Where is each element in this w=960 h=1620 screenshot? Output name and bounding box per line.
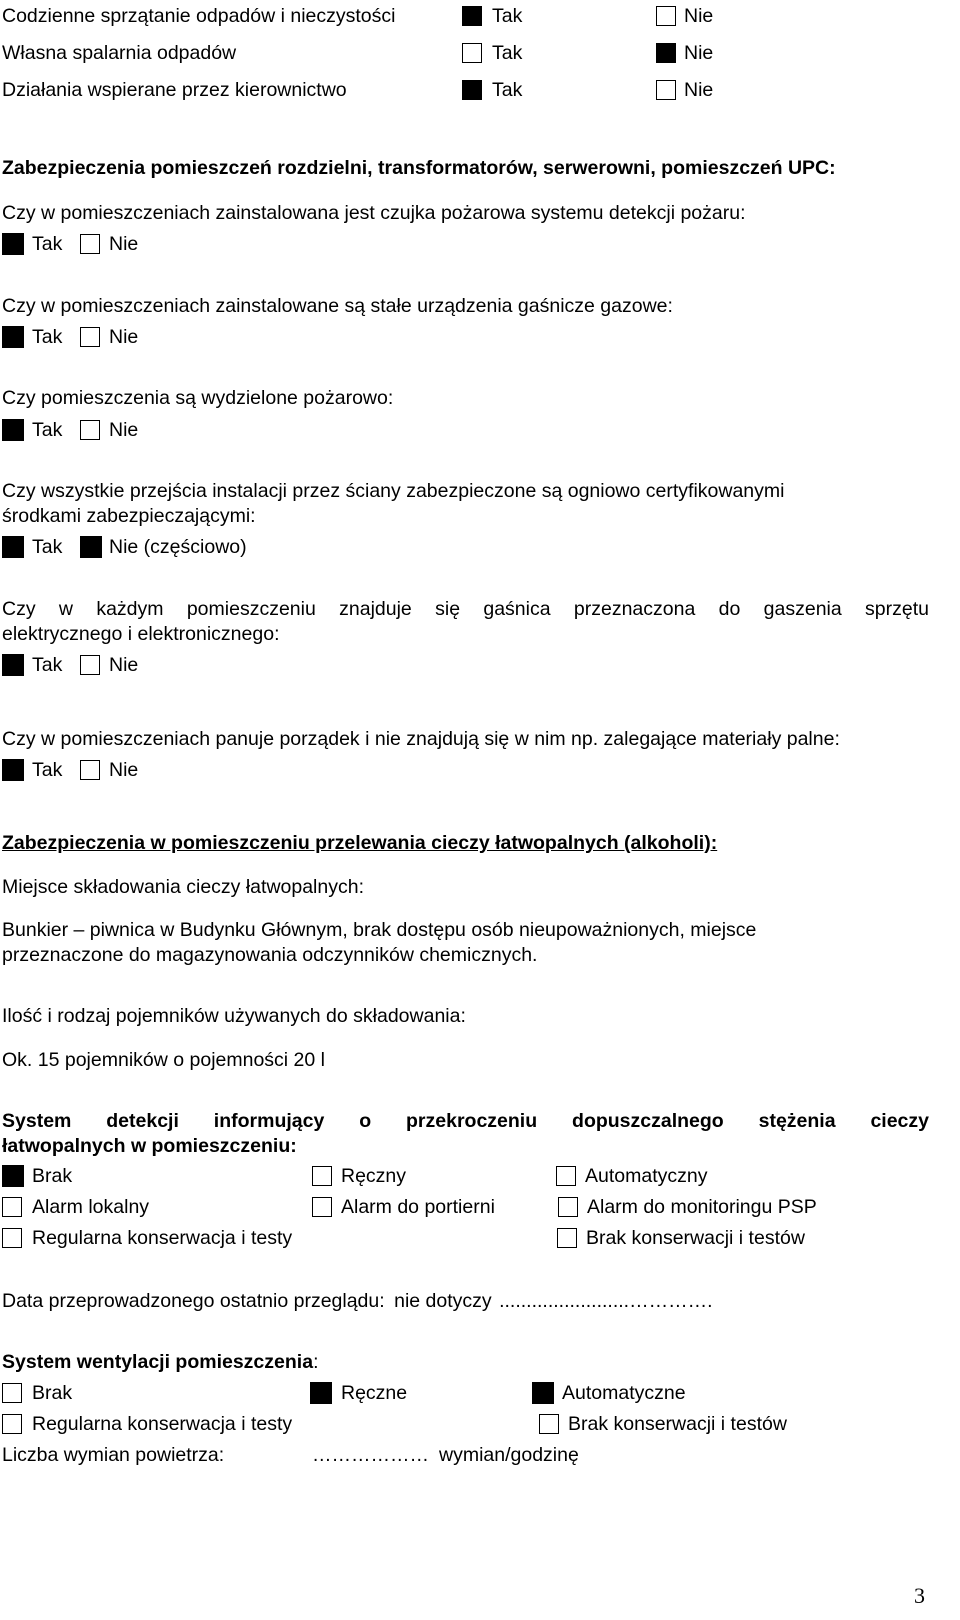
option-no-label: Nie — [109, 759, 139, 781]
checkbox-yes[interactable] — [2, 759, 24, 781]
row-label: Działania wspierane przez kierownictwo — [2, 79, 347, 101]
option-yes-label: Tak — [32, 654, 63, 676]
option-no-label: Nie — [109, 233, 139, 255]
checkbox-brak-konserwacji[interactable] — [539, 1414, 559, 1434]
option-no-label: Nie — [684, 42, 714, 64]
option-label: Ręczny — [341, 1165, 407, 1187]
checkbox-yes[interactable] — [462, 80, 482, 100]
checkbox-yes[interactable] — [2, 419, 24, 441]
option-no-label: Nie — [109, 654, 139, 676]
option-no-label: Nie — [109, 419, 139, 441]
option-label: Brak konserwacji i testów — [586, 1227, 805, 1249]
detection-title: System detekcji informujący o przekroczeniu dopuszczalnego stężenia cieczy — [2, 1110, 929, 1132]
inspection-line — [2, 1289, 713, 1313]
checkbox-automatyczne[interactable] — [532, 1382, 554, 1404]
option-yes-label: Tak — [32, 233, 63, 255]
checkbox-brak-konserwacji[interactable] — [557, 1228, 577, 1248]
checkbox-no[interactable] — [80, 234, 100, 254]
containers-value: Ok. 15 pojemników o pojemności 20 l — [2, 1049, 325, 1071]
ventilation-title-text: System wentylacji pomieszczenia — [2, 1351, 314, 1373]
question-text: Czy w pomieszczeniach zainstalowana jest czujka pożarowa systemu detekcji pożaru: — [2, 202, 746, 224]
checkbox-reczny[interactable] — [312, 1166, 332, 1186]
checkbox-brak[interactable] — [2, 1383, 22, 1403]
question-text: środkami zabezpieczającymi: — [2, 505, 256, 527]
checkbox-no[interactable] — [80, 327, 100, 347]
option-label: Alarm lokalny — [32, 1196, 150, 1218]
inspection-value: nie dotyczy — [394, 1290, 492, 1312]
option-label: Regularna konserwacja i testy — [32, 1413, 293, 1435]
checkbox-yes[interactable] — [2, 654, 24, 676]
storage-text: przeznaczone do magazynowania odczynników chemicznych. — [2, 944, 538, 966]
question-text: Czy w każdym pomieszczeniu znajduje się gaśnica przeznaczona do gaszenia sprzętu — [2, 598, 929, 620]
option-no-label: Nie — [684, 5, 714, 27]
containers-label: Ilość i rodzaj pojemników używanych do składowania: — [2, 1005, 466, 1027]
row-label: Codzienne sprzątanie odpadów i nieczystości — [2, 5, 396, 27]
option-yes-label: Tak — [492, 79, 523, 101]
checkbox-yes[interactable] — [462, 6, 482, 26]
ventilation-title-colon: : — [313, 1351, 319, 1373]
option-yes-label: Tak — [32, 326, 63, 348]
checkbox-no[interactable] — [656, 6, 676, 26]
option-label: Alarm do portierni — [341, 1196, 495, 1218]
option-label: Regularna konserwacja i testy — [32, 1227, 293, 1249]
question-text: Czy wszystkie przejścia instalacji przez ściany zabezpieczone są ogniowo certyfikowanymi — [2, 480, 785, 502]
option-label: Automatyczny — [585, 1165, 708, 1187]
exchange-unit: wymian/godzinę — [439, 1444, 579, 1466]
checkbox-brak[interactable] — [2, 1165, 24, 1187]
detection-title: łatwopalnych w pomieszczeniu: — [2, 1135, 297, 1157]
question-text: Czy pomieszczenia są wydzielone pożarowo: — [2, 387, 394, 409]
checkbox-no[interactable] — [80, 760, 100, 780]
checkbox-yes[interactable] — [2, 536, 24, 558]
question-text: Czy w pomieszczeniach panuje porządek i nie znajdują się w nim np. zalegające materiały palne: — [2, 728, 840, 750]
ventilation-title — [2, 1350, 318, 1374]
checkbox-no[interactable] — [80, 420, 100, 440]
question-text: elektrycznego i elektronicznego: — [2, 623, 280, 645]
checkbox-no[interactable] — [80, 655, 100, 675]
checkbox-reczne[interactable] — [310, 1382, 332, 1404]
exchange-label: Liczba wymian powietrza: — [2, 1444, 225, 1466]
option-label: Ręczne — [341, 1382, 408, 1404]
checkbox-konserwacja[interactable] — [2, 1228, 22, 1248]
option-label: Brak — [32, 1382, 73, 1404]
option-no-label: Nie (częściowo) — [109, 536, 247, 558]
checkbox-alarm-portiernia[interactable] — [312, 1197, 332, 1217]
inspection-dots: ........................…………. — [499, 1290, 713, 1312]
checkbox-alarm-psp[interactable] — [558, 1197, 578, 1217]
question-text: Czy w pomieszczeniach zainstalowane są stałe urządzenia gaśnicze gazowe: — [2, 295, 673, 317]
page-number: 3 — [914, 1583, 925, 1608]
checkbox-automatyczny[interactable] — [556, 1166, 576, 1186]
option-yes-label: Tak — [492, 42, 523, 64]
checkbox-no[interactable] — [656, 80, 676, 100]
checkbox-konserwacja[interactable] — [2, 1414, 22, 1434]
storage-label: Miejsce składowania cieczy łatwopalnych: — [2, 876, 364, 898]
option-label: Brak — [32, 1165, 73, 1187]
storage-text: Bunkier – piwnica w Budynku Głównym, brak dostępu osób nieupoważnionych, miejsce — [2, 919, 757, 941]
option-yes-label: Tak — [32, 419, 63, 441]
checkbox-no[interactable] — [656, 43, 676, 63]
option-label: Alarm do monitoringu PSP — [587, 1196, 817, 1218]
section-title: Zabezpieczenia w pomieszczeniu przelewania cieczy łatwopalnych (alkoholi): — [2, 832, 718, 854]
option-yes-label: Tak — [32, 536, 63, 558]
option-label: Brak konserwacji i testów — [568, 1413, 787, 1435]
inspection-label: Data przeprowadzonego ostatnio przeglądu: — [2, 1290, 385, 1312]
checkbox-yes[interactable] — [2, 326, 24, 348]
option-label: Automatyczne — [562, 1382, 686, 1404]
option-no-label: Nie — [109, 326, 139, 348]
checkbox-no[interactable] — [80, 536, 102, 558]
option-yes-label: Tak — [492, 5, 523, 27]
section-title: Zabezpieczenia pomieszczeń rozdzielni, transformatorów, serwerowni, pomieszczeń UPC: — [2, 157, 836, 179]
row-label: Własna spalarnia odpadów — [2, 42, 237, 64]
checkbox-yes[interactable] — [462, 43, 482, 63]
exchange-dots: ……………… — [312, 1444, 429, 1466]
checkbox-alarm-lokalny[interactable] — [2, 1197, 22, 1217]
option-yes-label: Tak — [32, 759, 63, 781]
option-no-label: Nie — [684, 79, 714, 101]
checkbox-yes[interactable] — [2, 233, 24, 255]
